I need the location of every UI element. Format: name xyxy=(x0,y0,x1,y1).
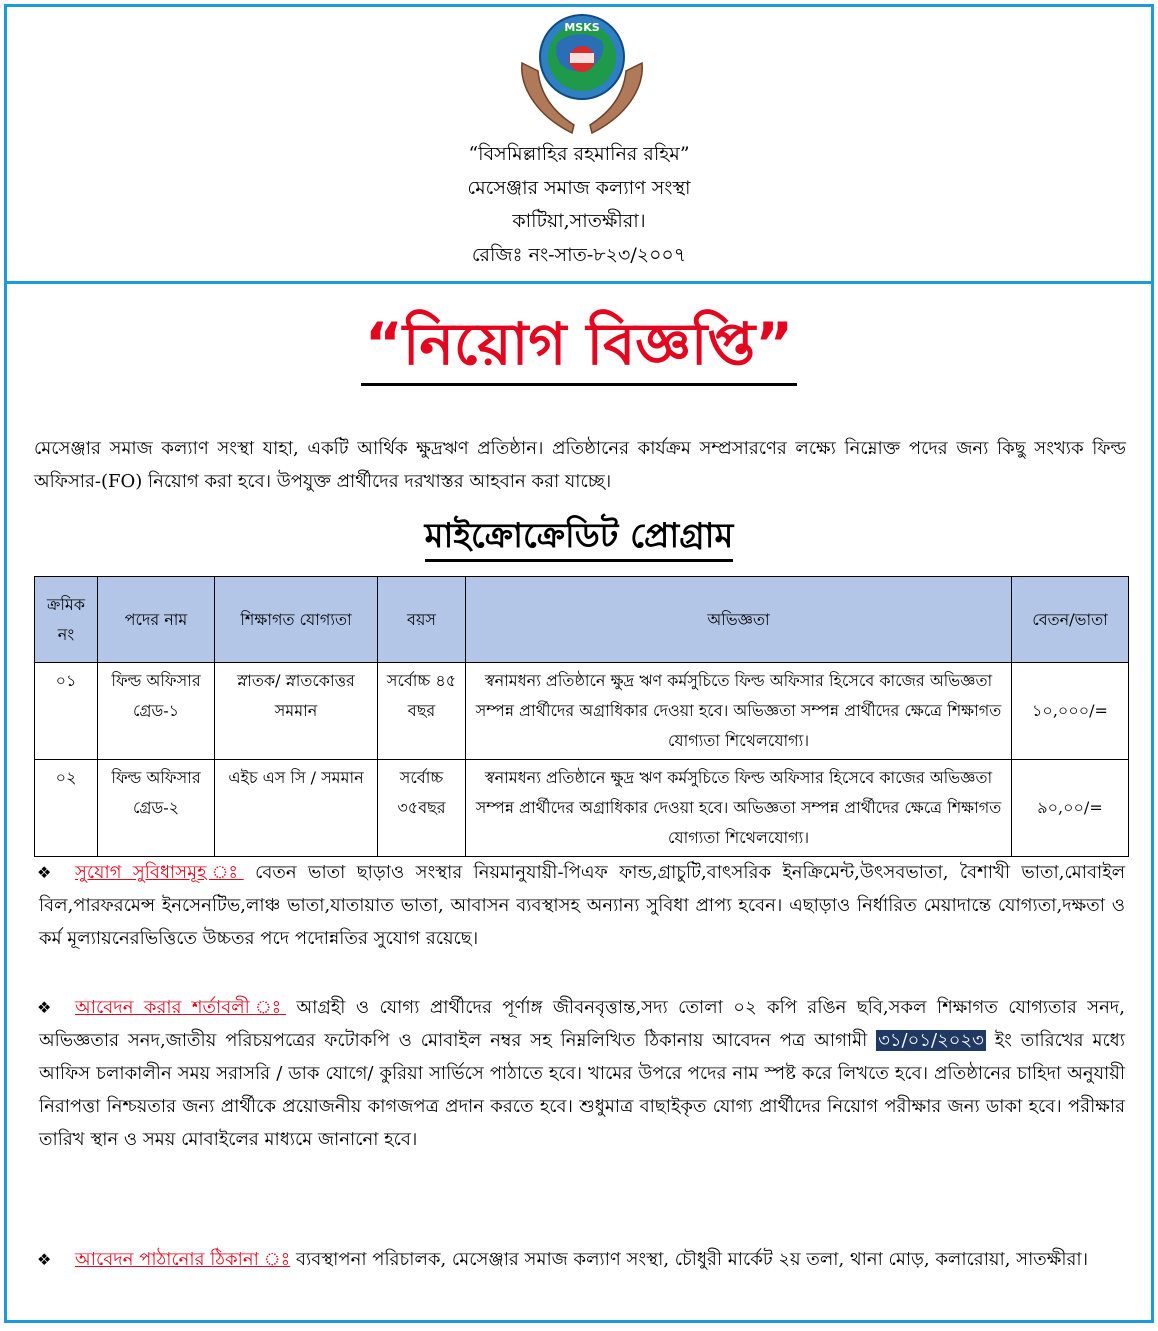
cell-serial: ০১ xyxy=(35,663,98,760)
bismillah-text: “বিসমিল্লাহির রহমানির রহিম” xyxy=(468,143,690,165)
header xyxy=(7,7,1151,284)
address-text: ব্যবস্থাপনা পরিচালক, মেসেঞ্জার সমাজ কল্যাণ সংস্থা, চৌধুরী মার্কেট ২য় তলা, থানা মোড়, কলারোয়া, সাতক্ষীরা। xyxy=(290,1249,1089,1270)
cell-salary: ৯০,০০/= xyxy=(1012,760,1129,857)
cell-age: সর্বোচ্চ ৪৫ বছর xyxy=(378,663,466,760)
cell-education: এইচ এস সি / সমমান xyxy=(215,760,378,857)
table-row xyxy=(35,760,1129,857)
col-header-education: শিক্ষাগত যোগ্যতা xyxy=(215,577,378,663)
benefits-paragraph xyxy=(39,856,1125,955)
diamond-bullet-icon: ❖ xyxy=(37,998,52,1017)
conditions-text-after: ইং তারিখের মধ্যে আফিস চলাকালীন সময় সরাসরি / ডাক যোগে/ কুরিয়া সার্ভিসে পাঠাতে হবে। খামের উপরে পদের নাম স্পষ্ট করে লিখতে হবে। প্রতিষ্ঠানের চাহিদা অনুযায়ী নিরাপত্তা নিশ্চয়তার জন্য প্রার্থীকে প্রয়োজনীয় কাগজপত্র প্রদান করতে হবে। শুধুমাত্র বাছাইকৃত যোগ্য প্রার্থীদের নিয়োগ পরীক্ষার জন্য ডাকা হবে। পরীক্ষার তারিখ স্থান ও সময় মোবাইলের মাধ্যমে জানানো হবে। xyxy=(39,1030,1125,1150)
benefits-label: সুযোগ সুবিধাসমূহ ঃ xyxy=(75,862,244,883)
cell-education: স্নাতক/ স্নাতকোত্তর সমমান xyxy=(215,663,378,760)
table-header-row xyxy=(35,577,1129,663)
col-header-experience: অভিজ্ঞতা xyxy=(466,577,1012,663)
program-title-wrap xyxy=(7,513,1151,562)
benefits-text: বেতন ভাতা ছাড়াও সংস্থার নিয়মানুযায়ী-পিএফ ফান্ড,গ্রাচুটি,বাৎসরিক ইনক্রিমেন্ট,উৎসবভাতা, বৈশাখী ভাতা,মোবাইল বিল,পারফরমেন্স ইনসেনটিভ,লাঞ্চ ভাতা,যাতায়াত ভাতা, আবাসন ব্যবস্থাসহ অন্যান্য সুবিধা প্রাপ্য হবেন। এছাড়াও নির্ধারিত মেয়াদান্তে যোগ্যতা,দক্ষতা ও কর্ম মূল্যায়নেরভিত্তিতে উচ্চতর পদে পদোন্নতির সুযোগ রয়েছে। xyxy=(39,862,1125,949)
cell-post: ফিল্ড অফিসার গ্রেড-২ xyxy=(98,760,215,857)
logo-text: MSKS xyxy=(564,21,600,34)
address-paragraph xyxy=(39,1243,1125,1276)
cell-experience: স্বনামধন্য প্রতিষ্ঠানে ক্ষুদ্র ঋণ কর্মসুচিতে ফিল্ড অফিসার হিসেবে কাজের অভিজ্ঞতা সম্পন্ন প্রার্থীদের অগ্রাধিকার দেওয়া হবে। অভিজ্ঞতা সম্পন্ন প্রার্থীদের ক্ষেত্রে শিক্ষাগত যোগ্যতা শিথেলযোগ্য। xyxy=(466,760,1012,857)
col-header-age: বয়স xyxy=(378,577,466,663)
col-header-serial: ক্রমিক নং xyxy=(35,577,98,663)
address-section xyxy=(39,1243,1125,1276)
organization-logo xyxy=(512,13,652,139)
title-wrap xyxy=(7,305,1151,386)
posts-table xyxy=(34,576,1129,857)
col-header-post: পদের নাম xyxy=(98,577,215,663)
deadline-date: ৩১/০১/২০২৩ xyxy=(878,1030,984,1051)
notice-title: “নিয়োগ বিজ্ঞপ্তি” xyxy=(361,305,798,386)
program-title: মাইক্রোক্রেডিট প্রোগ্রাম xyxy=(425,513,734,562)
cell-experience: স্বনামধন্য প্রতিষ্ঠানে ক্ষুদ্র ঋণ কর্মসুচিতে ফিল্ড অফিসার হিসেবে কাজের অভিজ্ঞতা সম্পন্ন প্রার্থীদের অগ্রাধিকার দেওয়া হবে। অভিজ্ঞতা সম্পন্ন প্রার্থীদের ক্ষেত্রে শিক্ষাগত যোগ্যতা শিথেলযোগ্য। xyxy=(466,663,1012,760)
cell-age: সর্বোচ্চ ৩৫বছর xyxy=(378,760,466,857)
benefits-section xyxy=(39,856,1125,955)
conditions-text-before: আগ্রহী ও যোগ্য প্রার্থীদের পূর্ণাঙ্গ জীবনবৃত্তান্ত,সদ্য তোলা ০২ কপি রঙিন ছবি,সকল শিক্ষাগত যোগ্যতার সনদ, অভিজ্ঞতার সনদ,জাতীয় পরিচয়পত্রের ফটোকপি ও মোবাইল নম্বর সহ নিম্নলিখিত ঠিকানায় আবেদন পত্র আগামী xyxy=(39,997,1125,1051)
notice-page xyxy=(4,4,1154,1323)
diamond-bullet-icon: ❖ xyxy=(37,863,52,882)
cell-serial: ০২ xyxy=(35,760,98,857)
conditions-paragraph xyxy=(39,991,1125,1156)
table-row xyxy=(35,663,1129,760)
col-header-salary: বেতন/ভাতা xyxy=(1012,577,1129,663)
address-label: আবেদন পাঠানোর ঠিকানা ঃ xyxy=(75,1249,291,1270)
diamond-bullet-icon: ❖ xyxy=(37,1250,52,1269)
conditions-section xyxy=(39,991,1125,1156)
intro-paragraph: মেসেঞ্জার সমাজ কল্যাণ সংস্থা যাহা, একটি আর্থিক ক্ষুদ্রঋণ প্রতিষ্ঠান। প্রতিষ্ঠানের কার্যক্রম সম্প্রসারণের লক্ষ্যে নিম্নোক্ত পদের জন্য কিছু সংখ্যক ফিল্ড অফিসার-(FO) নিয়োগ করা হবে। উপযুক্ত প্রার্থীদের দরখাস্তর আহবান করা যাচ্ছে। xyxy=(34,438,1126,492)
cell-salary: ১০,০০০/= xyxy=(1012,663,1129,760)
org-location: কাটিয়া,সাতক্ষীরা। xyxy=(512,210,646,232)
registration-number: রেজিঃ নং-সাত-৮২৩/২০০৭ xyxy=(471,244,687,266)
conditions-label: আবেদন করার শর্তাবলী ঃ xyxy=(75,997,286,1018)
org-name: মেসেঞ্জার সমাজ কল্যাণ সংস্থা xyxy=(467,177,691,199)
cell-post: ফিল্ড অফিসার গ্রেড-১ xyxy=(98,663,215,760)
